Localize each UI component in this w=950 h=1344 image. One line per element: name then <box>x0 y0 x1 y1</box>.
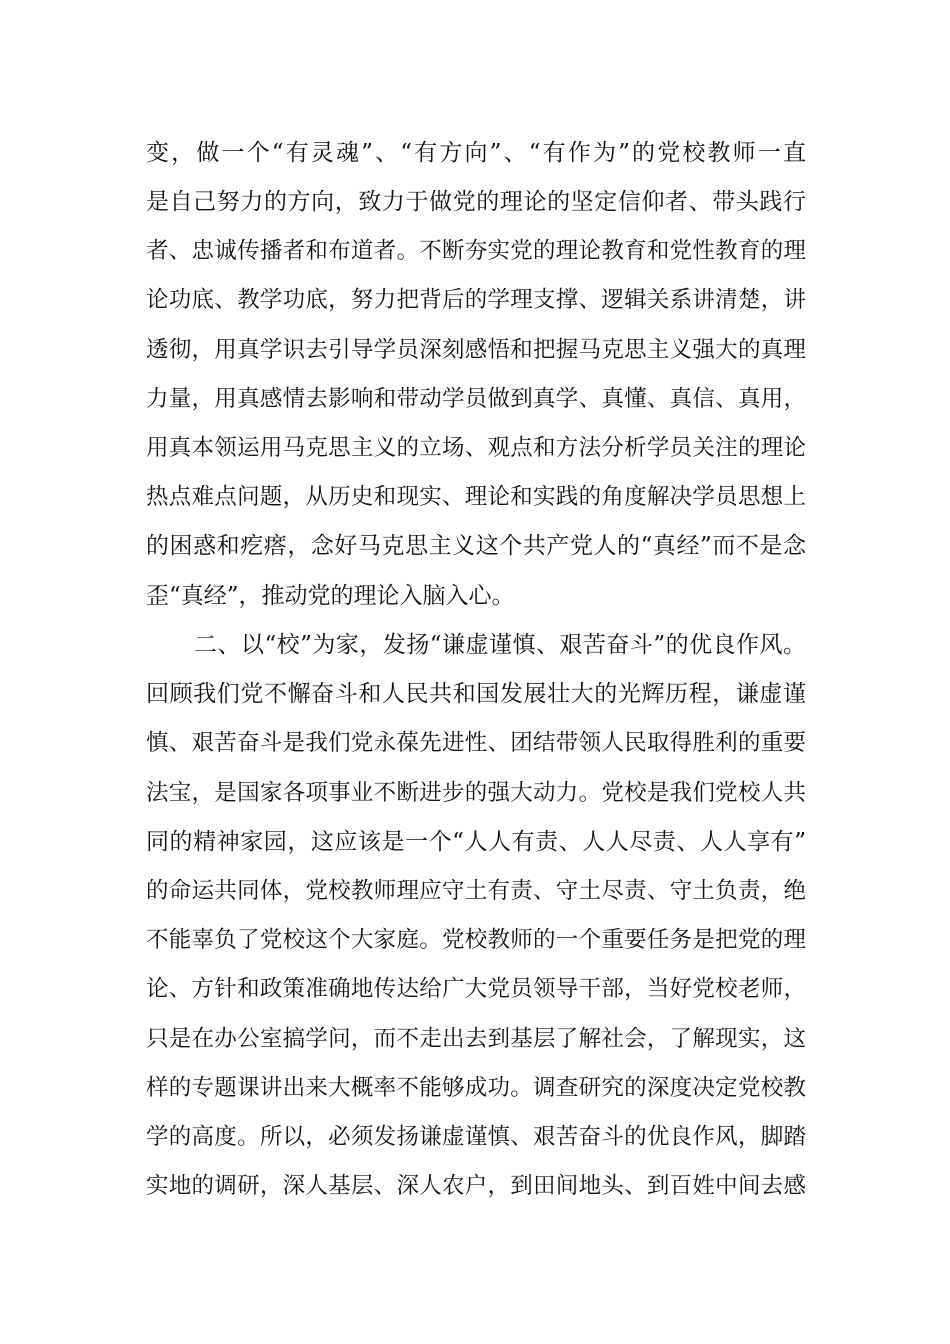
text-line-9: 的困惑和疙瘩，念好马克思主义这个共产党人的“真经”而不是念 <box>146 533 806 559</box>
text-line-3: 者、忠诚传播者和布道者。不断夯实党的理论教育和党性教育的理 <box>146 238 806 264</box>
text-line-5: 透彻，用真学识去引导学员深刻感悟和把握马克思主义强大的真理 <box>146 337 806 363</box>
text-line-2: 是自己努力的方向，致力于做党的理论的坚定信仰者、带头践行 <box>146 189 806 215</box>
text-line-7: 用真本领运用马克思主义的立场、观点和方法分析学员关注的理论 <box>146 435 806 461</box>
text-line-12: 回顾我们党不懈奋斗和人民共和国发展壮大的光辉历程，谦虚谨 <box>146 681 806 707</box>
text-line-18: 论、方针和政策准确地传达给广大党员领导干部，当好党校老师， <box>146 976 806 1002</box>
text-line-4: 论功底、教学功底，努力把背后的学理支撑、逻辑关系讲清楚，讲 <box>146 287 806 313</box>
text-line-19: 只是在办公室搞学问，而不走出去到基层了解社会，了解现实，这 <box>146 1026 806 1052</box>
text-line-1: 变，做一个“有灵魂”、“有方向”、“有作为”的党校教师一直 <box>146 140 806 166</box>
text-line-8: 热点难点问题，从历史和现实、理论和实践的角度解决学员思想上 <box>146 484 806 510</box>
text-line-22: 实地的调研，深人基层、深人农户，到田间地头、到百姓中间去感 <box>146 1173 806 1199</box>
text-line-6: 力量，用真感情去影响和带动学员做到真学、真懂、真信、真用， <box>146 386 806 412</box>
text-line-13: 慎、艰苦奋斗是我们党永葆先进性、团结带领人民取得胜利的重要 <box>146 730 806 756</box>
text-line-20: 样的专题课讲出来大概率不能够成功。调查研究的深度决定党校教 <box>146 1075 806 1101</box>
text-line-15: 同的精神家园，这应该是一个“人人有责、人人尽责、人人享有” <box>146 829 806 855</box>
text-line-10: 歪“真经”，推动党的理论入脑入心。 <box>146 583 515 609</box>
text-line-17: 不能辜负了党校这个大家庭。党校教师的一个重要任务是把党的理 <box>146 927 806 953</box>
section-heading-2: 二、以“校”为家，发扬“谦虚谨慎、艰苦奋斗”的优良作风。 <box>194 632 806 658</box>
text-line-14: 法宝，是国家各项事业不断进步的强大动力。党校是我们党校人共 <box>146 780 806 806</box>
text-line-16: 的命运共同体，党校教师理应守土有责、守土尽责、守土负责，绝 <box>146 878 806 904</box>
text-line-21: 学的高度。所以，必须发扬谦虚谨慎、艰苦奋斗的优良作风，脚踏 <box>146 1124 806 1150</box>
